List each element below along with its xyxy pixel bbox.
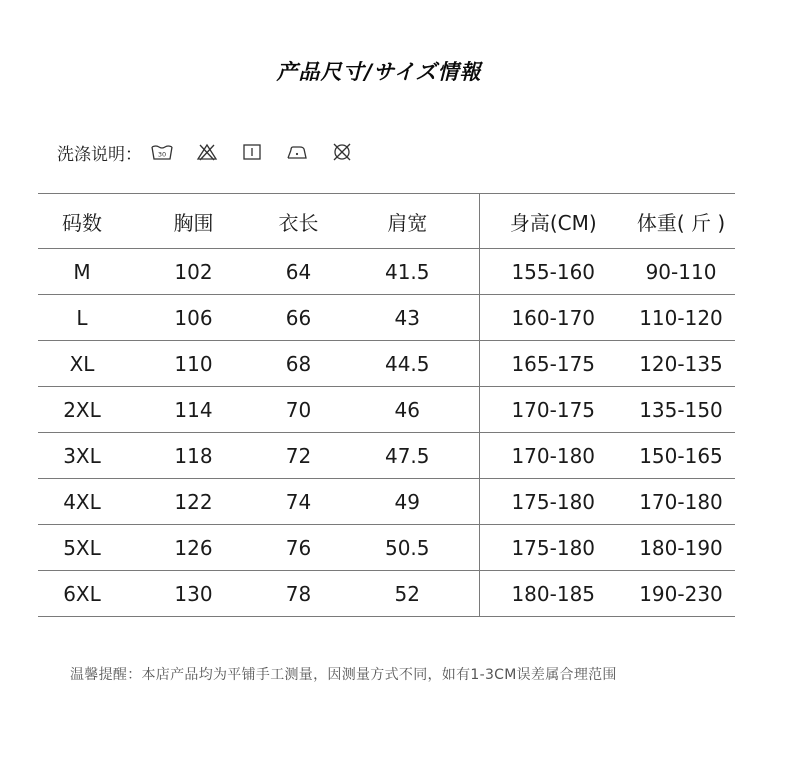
table-row <box>38 295 735 341</box>
cell-size: L <box>38 295 126 341</box>
tumble-dry-icon <box>240 142 264 162</box>
cell-size: 2XL <box>38 387 126 433</box>
cell-height: 180-185 <box>479 571 627 617</box>
no-bleach-icon <box>195 142 219 162</box>
care-instructions <box>57 140 375 164</box>
care-label: 洗涤说明： <box>57 144 142 165</box>
cell-height: 170-175 <box>479 387 627 433</box>
table-row <box>38 341 735 387</box>
cell-chest: 110 <box>126 341 261 387</box>
cell-weight: 110-120 <box>627 295 735 341</box>
header-chest: 胸围 <box>126 194 261 249</box>
cell-height: 175-180 <box>479 479 627 525</box>
cell-chest: 126 <box>126 525 261 571</box>
page-title: 产品尺寸/サイズ情報 <box>276 60 482 84</box>
cell-weight: 120-135 <box>627 341 735 387</box>
table-row <box>38 479 735 525</box>
cell-height: 160-170 <box>479 295 627 341</box>
cell-weight: 170-180 <box>627 479 735 525</box>
cell-shoulder: 43 <box>336 295 479 341</box>
header-shoulder: 肩宽 <box>336 194 479 249</box>
cell-size: 3XL <box>38 433 126 479</box>
cell-shoulder: 46 <box>336 387 479 433</box>
wash-30-icon <box>150 142 174 162</box>
cell-weight: 135-150 <box>627 387 735 433</box>
cell-size: 6XL <box>38 571 126 617</box>
size-chart-table <box>38 193 735 617</box>
cell-shoulder: 50.5 <box>336 525 479 571</box>
cell-length: 76 <box>261 525 336 571</box>
cell-chest: 102 <box>126 249 261 295</box>
cell-length: 70 <box>261 387 336 433</box>
table-row <box>38 249 735 295</box>
cell-chest: 130 <box>126 571 261 617</box>
cell-weight: 150-165 <box>627 433 735 479</box>
cell-chest: 122 <box>126 479 261 525</box>
cell-length: 74 <box>261 479 336 525</box>
svg-text:30: 30 <box>157 150 167 159</box>
cell-weight: 180-190 <box>627 525 735 571</box>
header-height: 身高(CM) <box>479 194 627 249</box>
cell-weight: 190-230 <box>627 571 735 617</box>
cell-chest: 106 <box>126 295 261 341</box>
measurement-note: 温馨提醒：本店产品均为平铺手工测量，因测量方式不同，如有1-3CM误差属合理范围 <box>70 667 617 683</box>
no-dry-clean-icon <box>330 142 354 162</box>
cell-shoulder: 44.5 <box>336 341 479 387</box>
cell-length: 66 <box>261 295 336 341</box>
table-row <box>38 433 735 479</box>
cell-length: 68 <box>261 341 336 387</box>
cell-shoulder: 52 <box>336 571 479 617</box>
table-row <box>38 525 735 571</box>
cell-height: 170-180 <box>479 433 627 479</box>
header-size: 码数 <box>38 194 126 249</box>
cell-chest: 114 <box>126 387 261 433</box>
cell-shoulder: 49 <box>336 479 479 525</box>
cell-size: XL <box>38 341 126 387</box>
cell-shoulder: 41.5 <box>336 249 479 295</box>
cell-height: 155-160 <box>479 249 627 295</box>
table-row <box>38 571 735 617</box>
header-length: 衣长 <box>261 194 336 249</box>
table-header-row <box>38 194 735 249</box>
cell-length: 72 <box>261 433 336 479</box>
cell-height: 165-175 <box>479 341 627 387</box>
cell-chest: 118 <box>126 433 261 479</box>
cell-height: 175-180 <box>479 525 627 571</box>
table-row <box>38 387 735 433</box>
cell-length: 64 <box>261 249 336 295</box>
cell-size: 5XL <box>38 525 126 571</box>
cell-length: 78 <box>261 571 336 617</box>
header-weight: 体重( 斤 ) <box>627 194 735 249</box>
cell-shoulder: 47.5 <box>336 433 479 479</box>
iron-low-icon <box>285 142 309 162</box>
cell-size: 4XL <box>38 479 126 525</box>
cell-weight: 90-110 <box>627 249 735 295</box>
cell-size: M <box>38 249 126 295</box>
